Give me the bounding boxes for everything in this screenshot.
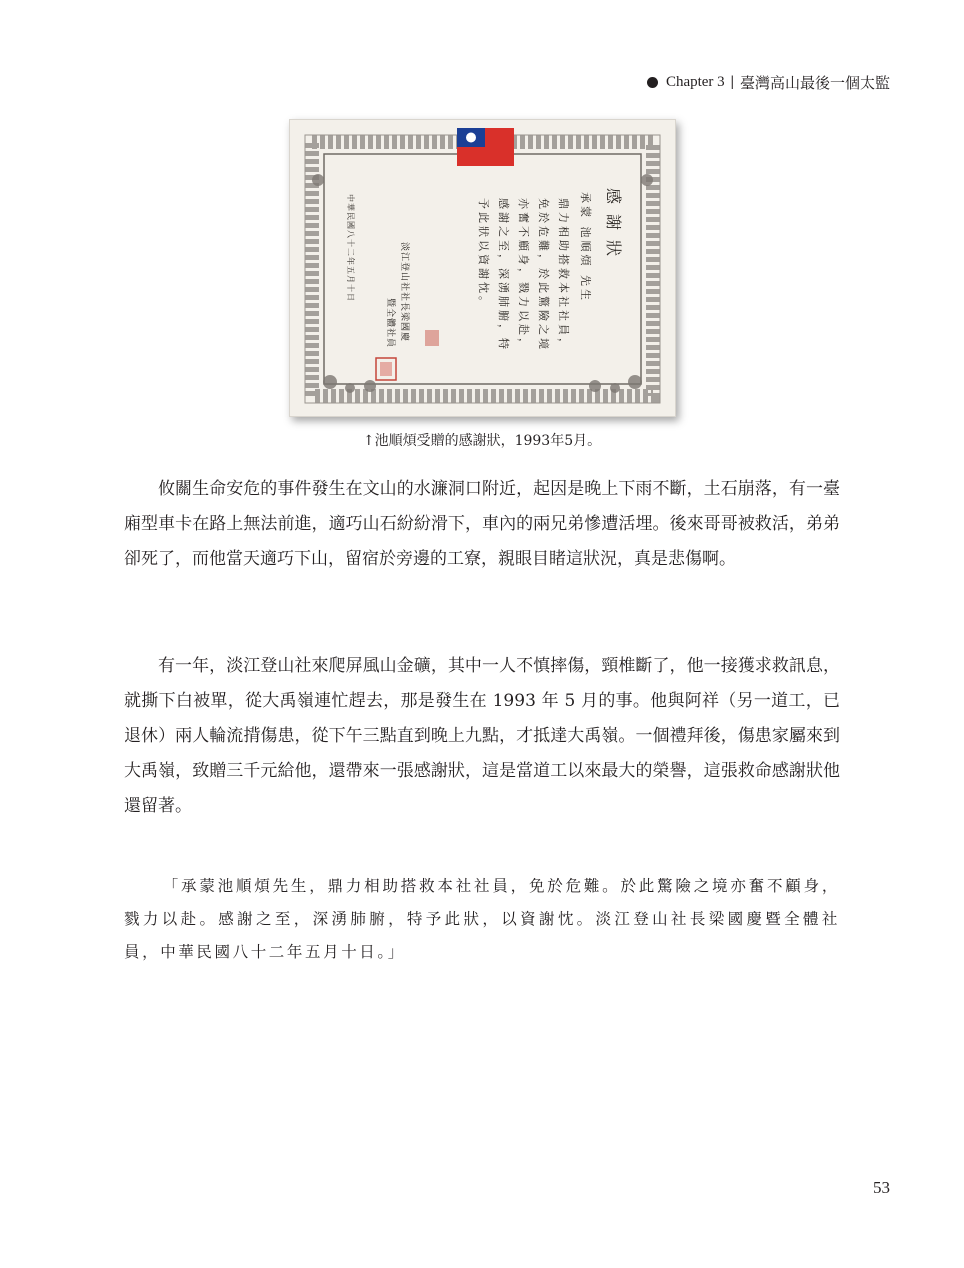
cert-line-title: 感謝狀: [604, 188, 623, 267]
cert-line: 中華民國八十二年五月十日: [346, 194, 355, 302]
certificate-quote: 「承蒙池順煩先生，鼎力相助搭救本社社員，免於危難。於此驚險之境亦奮不顧身，戮力以赴。感謝之至，深湧肺腑，特予此狀，以資謝忱。淡江登山社長梁國慶暨全體社員，中華民國八十二年五月十日。」: [124, 877, 840, 961]
body-paragraph-2: 有一年，淡江登山社來爬屏風山金礦，其中一人不慎摔傷，頸椎斷了，他一接獲求救訊息，就撕下白被單，從大禹嶺連忙趕去，那是發生在 1993 年 5 月的事。他與阿祥（另一道工，已退休）兩人輪流揹傷患，從下午三點直到晚上九點，才抵達大禹嶺。一個禮拜後，傷患家屬來到大禹嶺，致贈三千元給他，還帶來一張感謝狀，這是當道工以來最大的榮譽，這張救命感謝狀他還留著。: [124, 656, 840, 816]
cert-line: 淡江登山社社長梁國慶: [399, 242, 409, 343]
cert-line: 亦奮不顧身，戮力以赴，: [517, 198, 530, 352]
cert-line: 予此狀以資謝忱。: [477, 198, 490, 310]
certificate-text-layer: [290, 120, 675, 416]
cert-line: 鼎力相助搭救本社社員，: [557, 198, 570, 352]
cert-line: 感謝之至，深湧肺腑，特: [497, 198, 510, 352]
chapter-label: Chapter 3: [665, 74, 725, 90]
body-paragraph-1: 攸關生命安危的事件發生在文山的水濂洞口附近，起因是晚上下雨不斷，土石崩落，有一臺廂型車卡在路上無法前進，適巧山石紛紛滑下，車內的兩兄弟慘遭活埋。後來哥哥被救活，弟弟卻死了，而他當天適巧下山，留宿於旁邊的工寮，親眼目睹這狀況，真是悲傷啊。: [124, 479, 840, 569]
figure-caption: ↑池順煩受贈的感謝狀，1993年5月。: [362, 433, 602, 449]
header-separator: |: [730, 74, 734, 90]
cert-line: 免於危難，於此驚險之境: [537, 198, 550, 352]
certificate-photo: [289, 119, 676, 417]
page-number: 53: [873, 1178, 890, 1197]
bullet-icon: [647, 77, 658, 88]
cert-line: 暨全體社員: [385, 298, 395, 349]
cert-line: 承蒙 池順煩 先生: [579, 192, 592, 303]
chapter-title: 臺灣高山最後一個太監: [739, 76, 890, 92]
running-header: [647, 72, 890, 93]
